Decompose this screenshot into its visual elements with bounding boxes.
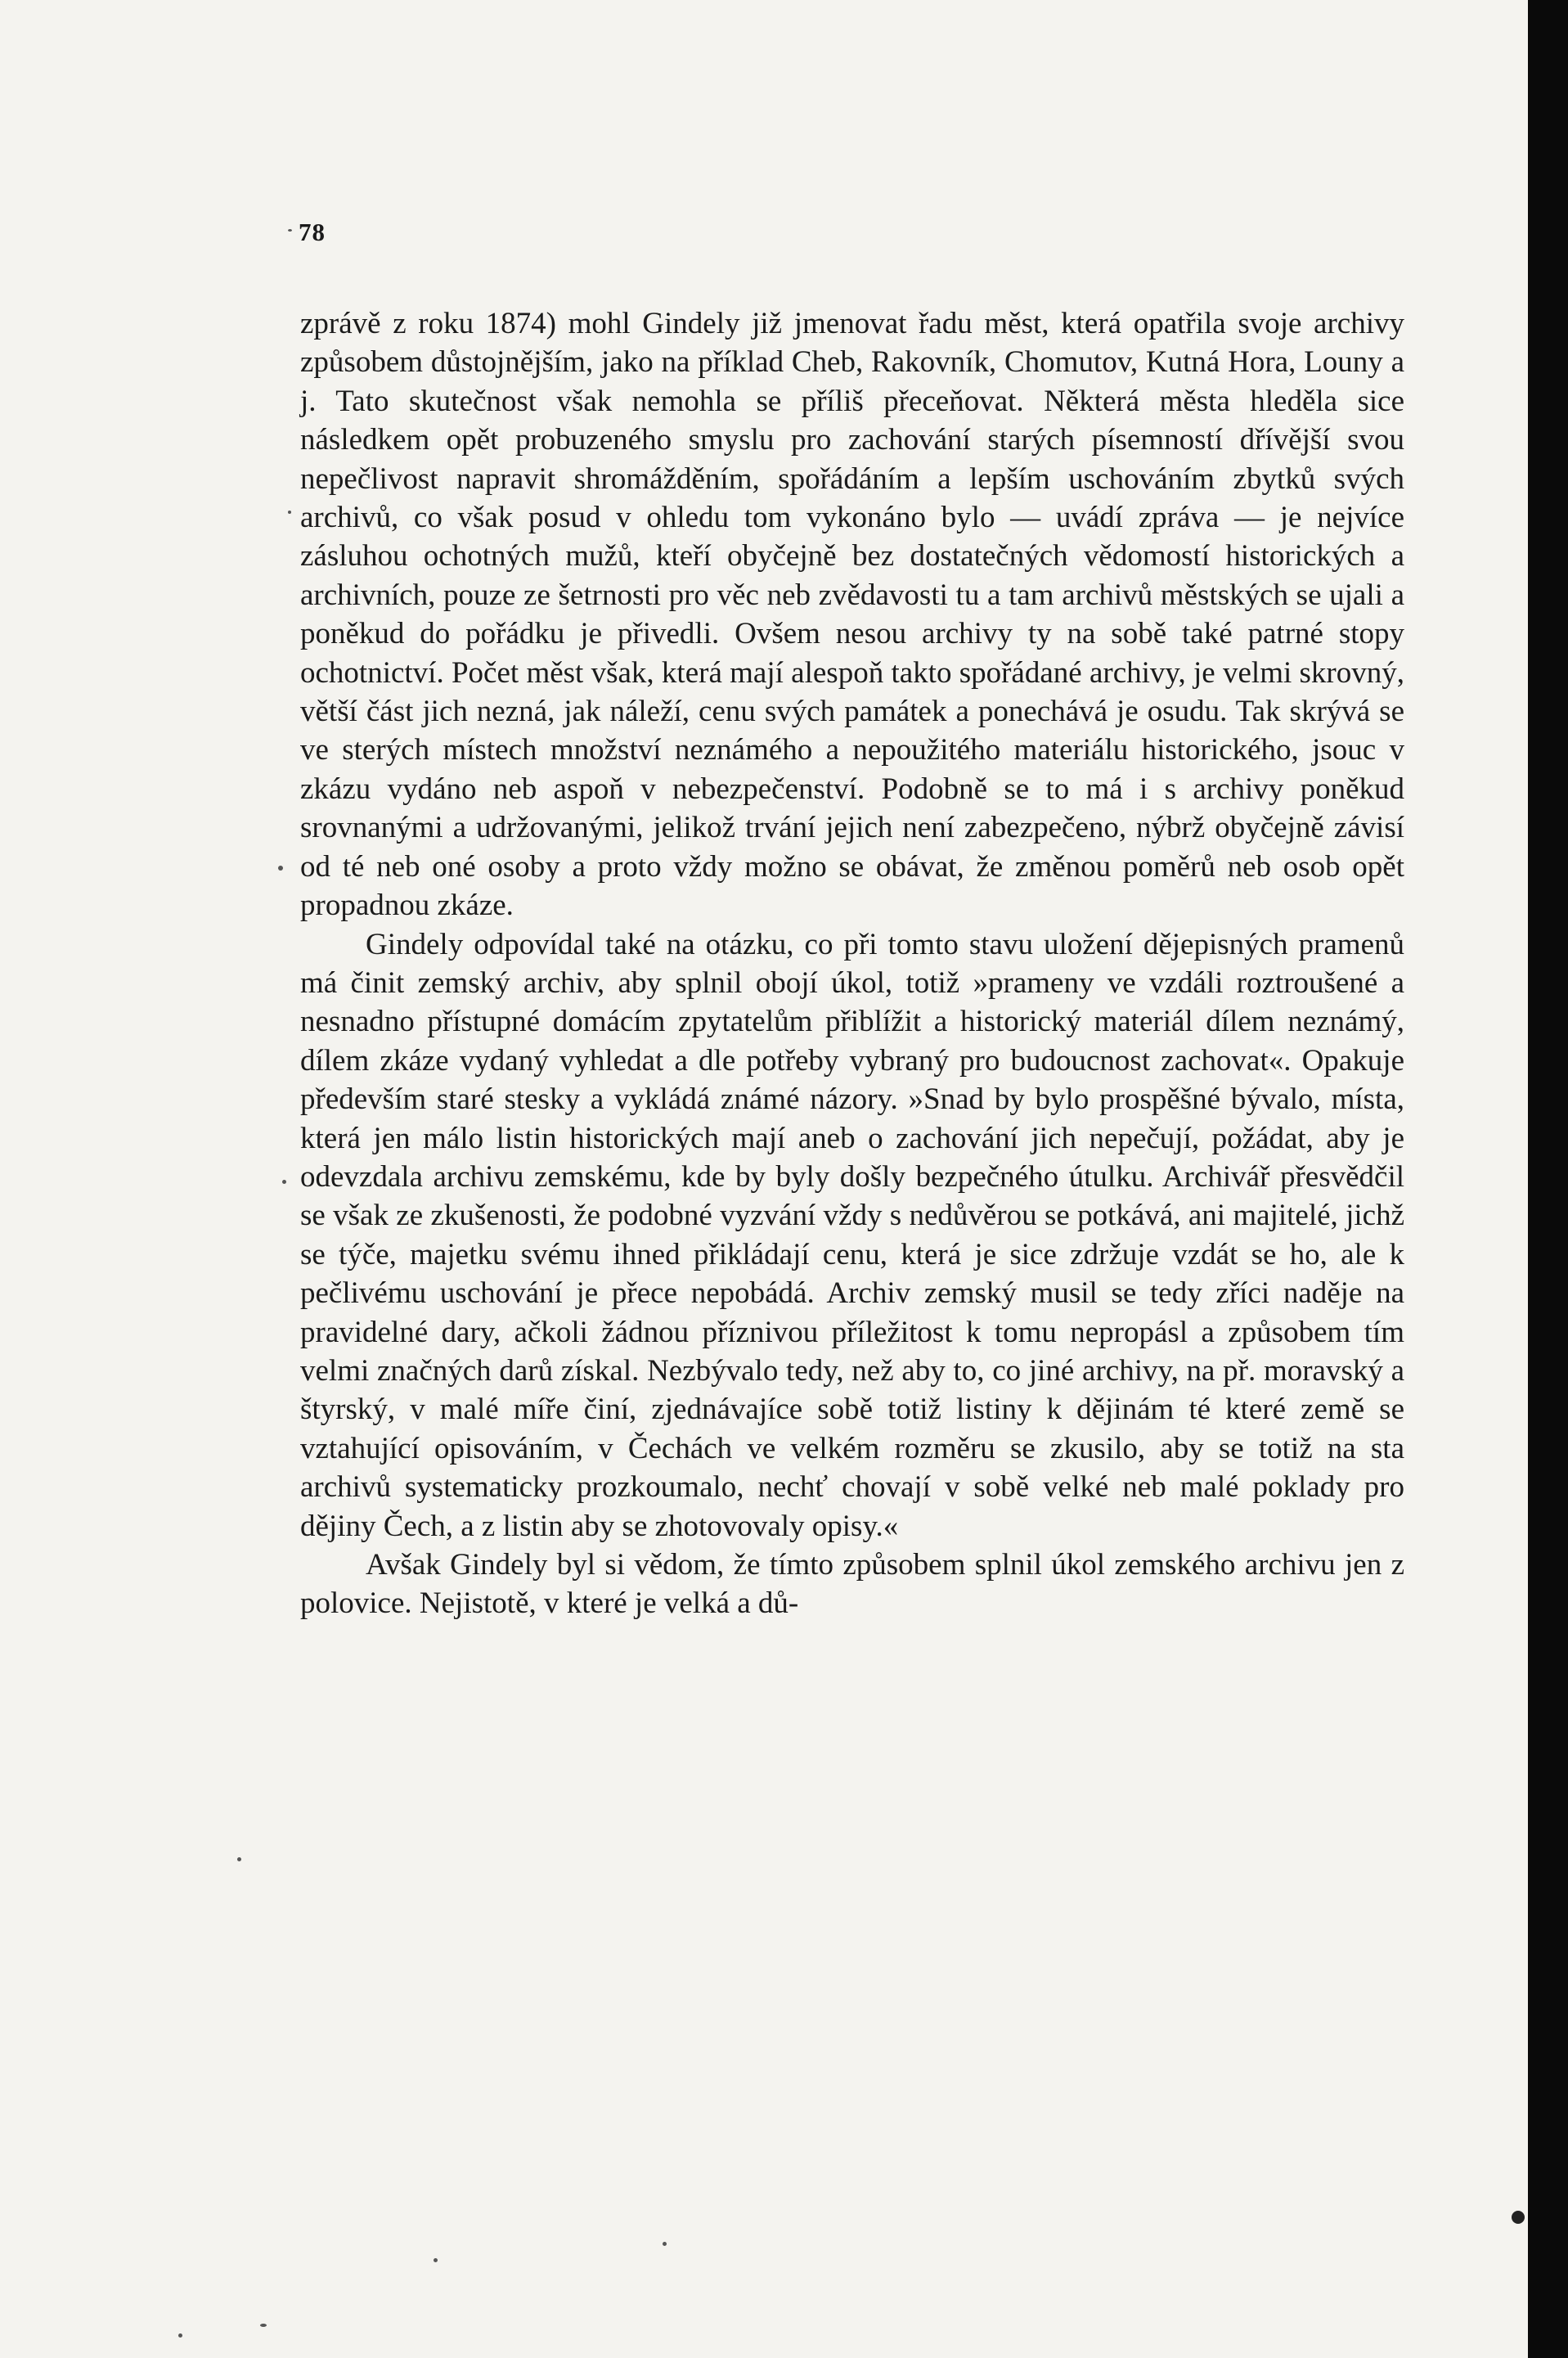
scan-speck [178,2333,182,2338]
scan-speck [663,2242,667,2246]
paragraph-1: zprávě z roku 1874) mohl Gindely již jmenovat řadu měst, která opatřila svoje archivy způsobem důstojnějším, jako na příklad Cheb, Rakovník, Chomutov, Kutná Hora, Louny a j. Tato skutečnost však nemohla se příliš přeceňovat. Některá města hleděla sice následkem opět probuzeného smyslu pro zachování starých písemností dřívější svou nepečlivost napravit shromážděním, spořádáním a lepším uschováním zbytků svých archivů, co však posud v ohledu tom vykonáno bylo — uvádí zpráva — je nejvíce zásluhou ochotných mužů, kteří obyčejně bez dostatečných vědomostí historických a archivních, pouze ze šetrnosti pro věc neb zvědavosti tu a tam archivů městských se ujali a poněkud do pořádku je přivedli. Ovšem nesou archivy ty na sobě také patrné stopy ochotnictví. Počet měst však, která mají alespoň takto spořádané archivy, je velmi skrovný, větší část jich nezná, jak náleží, cenu svých památek a ponechává je osudu. Tak skrývá se ve sterých místech množství neznámého a nepoužitého materiálu historického, jsouc v zkázu vydáno neb aspoň v nebezpečenství. Podobně se to má i s archivy poněkud srovnanými a udržovanými, jelikož trvání jejich není zabezpečeno, nýbrž obyčejně závisí od té neb oné osoby a proto vždy možno se obávat, že změnou poměrů neb osob opět propadnou zkáze. [300,307,1404,923]
scan-speck [1512,2211,1525,2224]
scan-speck [282,1180,286,1184]
scan-speck [278,866,283,871]
scan-speck [260,2324,267,2327]
scan-speck [288,511,291,514]
page-number: 78 [299,218,326,246]
scan-speck [288,229,292,232]
scan-speck [237,1857,241,1861]
body-text [300,304,1404,1623]
scan-border [1528,0,1568,2358]
scan-speck [434,2258,438,2262]
paragraph-2: Gindely odpovídal také na otázku, co při tomto stavu uložení dějepisných pramenů má činit zemský archiv, aby splnil obojí úkol, totiž »prameny ve vzdáli roztroušené a nesnadno přístupné domácím zpytatelům přiblížit a historický materiál dílem neznámý, dílem zkáze vydaný vyhledat a dle potřeby vybraný pro budoucnost zachovat«. Opakuje především staré stesky a vykládá známé názory. »Snad by bylo prospěšné bývalo, místa, která jen málo listin historických mají aneb o zachování jich nepečují, požádat, aby je odevzdala archivu zemskému, kde by byly došly bezpečného útulku. Archivář přesvědčil se však ze zkušenosti, že podobné vyzvání vždy s nedůvěrou se potkává, ani majitelé, jichž se týče, majetku svému ihned přikládají cenu, která je sice zdržuje vzdát se ho, ale k pečlivému uschování je přece nepobádá. Archiv zemský musil se tedy zříci naděje na pravidelné dary, ačkoli žádnou příznivou příležitost k tomu nepropásl a způsobem tím velmi značných darů získal. Nezbývalo tedy, než aby to, co jiné archivy, na př. moravský a štyrský, v malé míře činí, zjednávajíce sobě totiž listiny k dějinám té které země se vztahující opisováním, v Čechách ve velkém rozměru se zkusilo, aby se totiž na sta archivů systematicky prozkoumalo, nechť chovají v sobě velké neb malé poklady pro dějiny Čech, a z listin aby se zhotovovaly opisy.« [300,927,1404,1543]
paragraph-3: Avšak Gindely byl si vědom, že tímto způsobem splnil úkol zemského archivu jen z polovice. Nejistotě, v které je velká a dů- [300,1548,1404,1621]
